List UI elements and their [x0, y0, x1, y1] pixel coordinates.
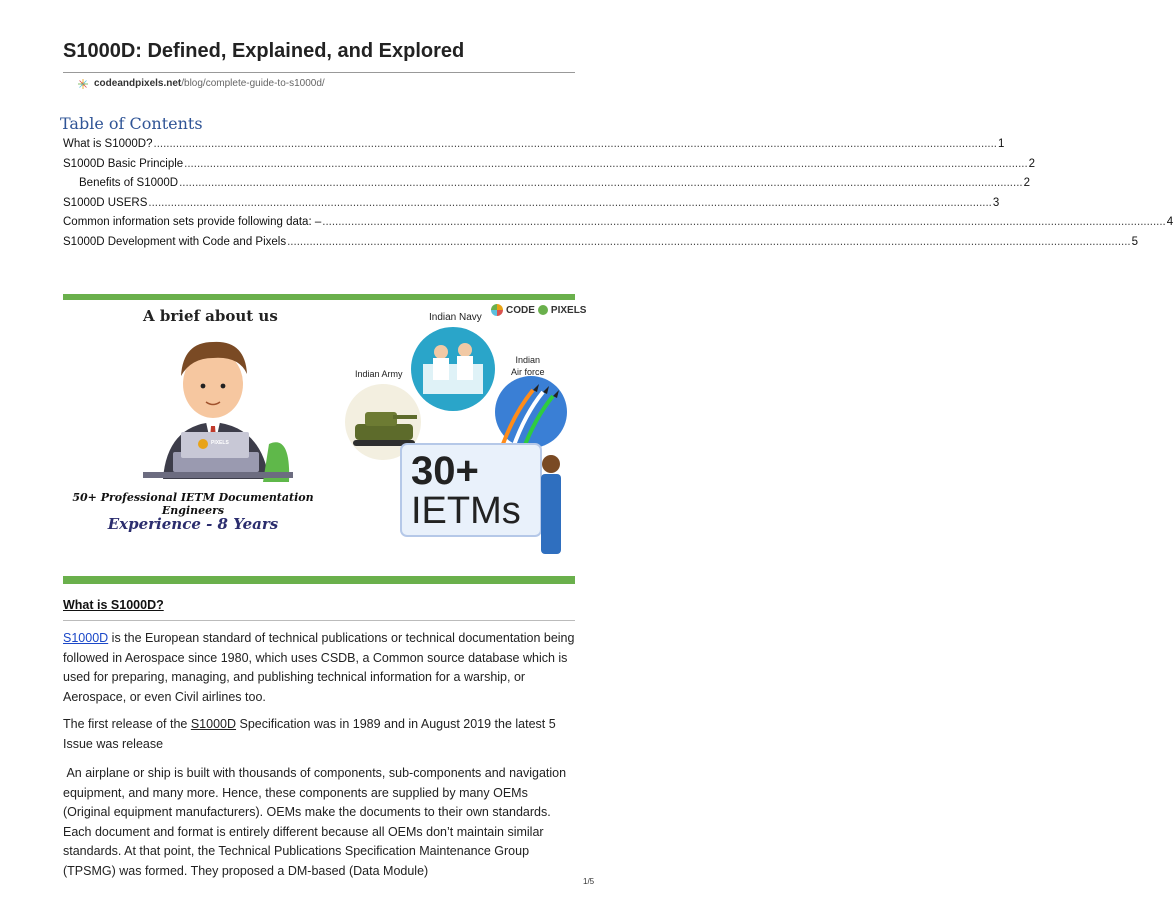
- label-indian-navy: Indian Navy: [429, 312, 482, 323]
- toc-entry-common-info[interactable]: [63, 216, 1173, 236]
- toc-entry-label: S1000D Development with Code and Pixels: [63, 235, 287, 248]
- page-title: S1000D: Defined, Explained, and Explored: [63, 40, 465, 62]
- toc-heading: Table of Contents: [60, 114, 203, 133]
- paragraph-2-after: Specification was in 1989 and in August 2019 the latest 5 Issue was release: [63, 717, 556, 751]
- banner-engineers-count: 50+ Professional IETM Documentation Engineers: [72, 491, 314, 517]
- paragraph-2: [63, 715, 578, 754]
- section-heading-what-is: What is S1000D?: [63, 598, 164, 612]
- logo-text-2: PIXELS: [550, 304, 587, 316]
- banner-illustration: [63, 294, 575, 584]
- toc-entry-page: 2: [1028, 157, 1036, 170]
- toc-entry-label: Common information sets provide following data: –: [63, 216, 322, 228]
- engineer-illustration: [143, 342, 293, 482]
- table-of-contents: [63, 138, 1173, 255]
- paragraph-1: [63, 629, 578, 707]
- toc-leader: [287, 236, 1131, 248]
- banner-bottom-bar: [63, 576, 575, 584]
- paragraph-2-before: The first release of the: [63, 717, 191, 731]
- label-indian-army: Indian Army: [355, 369, 403, 379]
- toc-entry-benefits[interactable]: [63, 177, 1030, 197]
- ietm-count: 30+: [411, 449, 479, 493]
- site-favicon-icon: [78, 79, 88, 89]
- paragraph-1-text: is the European standard of technical publications or technical documentation being followed in Aerospace since 1980, which uses CSDB, a Common source database which is used for preparing, managing, and publishing technical information for a warship, or Aerospace, or even Civil airlines too.: [63, 631, 575, 704]
- toc-leader: [184, 158, 1028, 170]
- source-path: /blog/complete-guide-to-s1000d/: [181, 78, 325, 89]
- section-divider: [63, 620, 575, 621]
- toc-entry-development[interactable]: [63, 235, 1139, 256]
- banner-headline: A brief about us: [143, 307, 278, 325]
- toc-entry-page: 5: [1131, 235, 1139, 248]
- toc-entry-label: S1000D Basic Principle: [63, 157, 184, 170]
- logo-text: CODE: [506, 304, 535, 316]
- toc-leader: [148, 197, 992, 209]
- paragraph-3: An airplane or ship is built with thousands of components, sub-components and navigation equipment, and many more. Hence, these components are supplied by many OEMs (Original equipment manufacturers). OEMs make the documents to their own standards. Each document and format is entirely different because all OEMs don’t maintain similar standards. At that point, the Technical Publications Specification Maintenance Group (TPSMG) was formed. They proposed a DM-based (Data Module): [63, 766, 567, 878]
- source-url[interactable]: [78, 78, 325, 89]
- s1000d-spec-link[interactable]: S1000D: [190, 717, 237, 731]
- toc-entry-page: 3: [992, 196, 1000, 209]
- toc-entry-basic-principle[interactable]: [63, 157, 1036, 178]
- label-air-line2: Air force: [511, 367, 545, 377]
- toc-leader: [322, 216, 1166, 228]
- label-indian-air-force: [511, 354, 545, 378]
- label-air-line1: Indian: [515, 355, 541, 365]
- ietm-word: IETMs: [411, 490, 521, 532]
- banner-experience: Experience - 8 Years: [107, 515, 279, 533]
- code-pixels-logo: [491, 304, 586, 316]
- source-domain: codeandpixels.net: [94, 78, 182, 89]
- logo-amp-icon: [538, 305, 548, 315]
- toc-entry-label: What is S1000D?: [63, 138, 153, 150]
- logo-mark-icon: [491, 304, 503, 316]
- toc-entry-page: 2: [1023, 177, 1030, 189]
- toc-entry-label: S1000D USERS: [63, 196, 148, 209]
- laptop-logo-badge: [198, 439, 208, 449]
- toc-leader: [179, 177, 1023, 189]
- toc-leader: [154, 138, 998, 150]
- page-number: 1/5: [583, 877, 595, 886]
- toc-entry-label: Benefits of S1000D: [79, 177, 179, 189]
- title-divider: [63, 72, 575, 73]
- laptop-logo-text: PIXELS: [211, 440, 229, 446]
- brief-about-us-banner: [63, 294, 587, 584]
- navy-illustration: [411, 327, 495, 411]
- toc-entry-page: 1: [998, 138, 1005, 150]
- s1000d-link[interactable]: S1000D: [63, 631, 109, 645]
- toc-entry-what-is[interactable]: [63, 138, 1005, 158]
- toc-entry-users[interactable]: [63, 196, 1000, 217]
- airforce-illustration: [495, 376, 567, 450]
- toc-entry-page: 4: [1166, 216, 1173, 228]
